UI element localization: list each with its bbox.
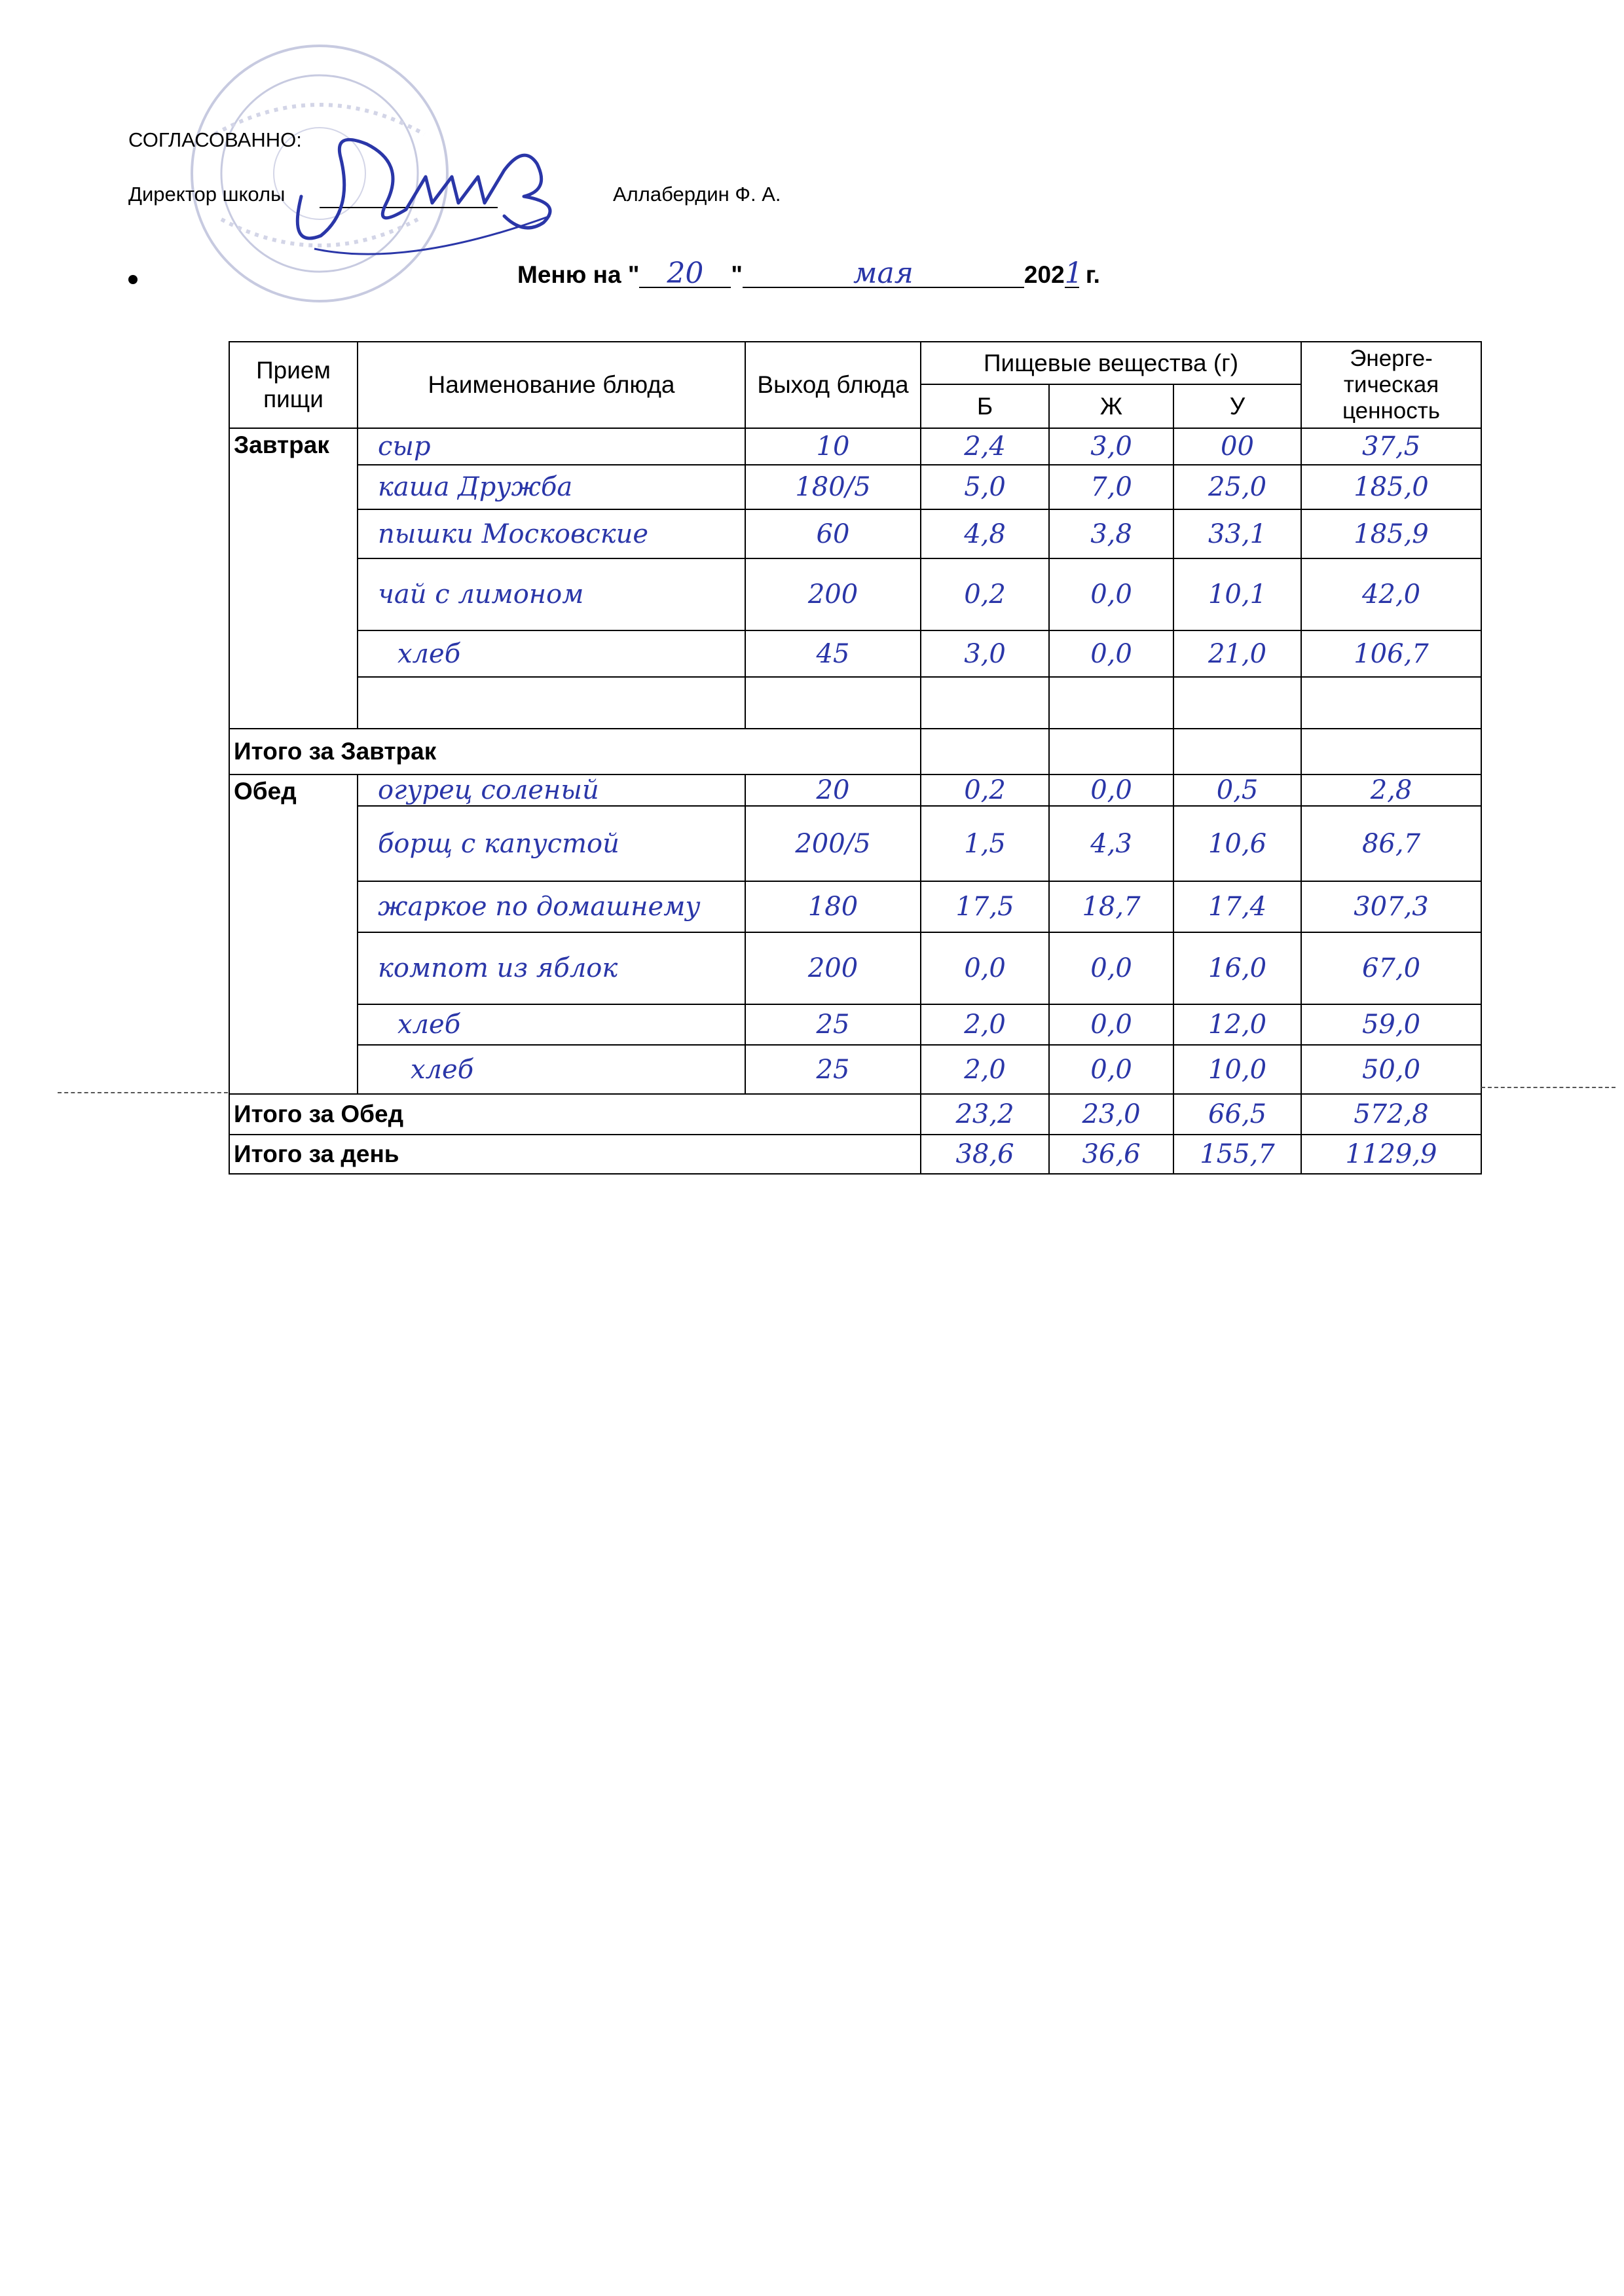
carbs-cell: 10,6 bbox=[1173, 806, 1301, 881]
fat-cell: 3,8 bbox=[1049, 509, 1173, 558]
dish-cell: пышки Московские bbox=[358, 509, 745, 558]
dish-cell: жаркое по домашнему bbox=[358, 881, 745, 932]
energy-cell: 2,8 bbox=[1301, 774, 1481, 806]
day-total-label: Итого за день bbox=[229, 1135, 921, 1174]
fat-cell: 23,0 bbox=[1049, 1094, 1173, 1135]
breakfast-total-row bbox=[229, 729, 1481, 774]
table-row bbox=[229, 1045, 1481, 1094]
carbs-cell: 25,0 bbox=[1173, 465, 1301, 509]
protein-cell: 4,8 bbox=[921, 509, 1049, 558]
dish-cell: борщ с капустой bbox=[358, 806, 745, 881]
yield-cell: 25 bbox=[745, 1045, 921, 1094]
yield-cell: 45 bbox=[745, 630, 921, 677]
menu-month: мая bbox=[743, 261, 1024, 288]
energy-cell: 106,7 bbox=[1301, 630, 1481, 677]
carbs-cell bbox=[1173, 677, 1301, 729]
table-row bbox=[229, 630, 1481, 677]
dish-cell bbox=[358, 677, 745, 729]
menu-mid: " bbox=[731, 261, 743, 288]
header-protein: Б bbox=[921, 384, 1049, 428]
energy-cell: 185,9 bbox=[1301, 509, 1481, 558]
protein-cell: 23,2 bbox=[921, 1094, 1049, 1135]
protein-cell: 2,0 bbox=[921, 1045, 1049, 1094]
carbs-cell: 12,0 bbox=[1173, 1004, 1301, 1045]
table-row bbox=[229, 677, 1481, 729]
yield-cell: 180/5 bbox=[745, 465, 921, 509]
header-meal: Прием пищи bbox=[229, 342, 358, 428]
energy-cell: 37,5 bbox=[1301, 428, 1481, 465]
energy-cell: 67,0 bbox=[1301, 932, 1481, 1004]
carbs-cell: 17,4 bbox=[1173, 881, 1301, 932]
menu-suffix: г. bbox=[1079, 261, 1100, 288]
fat-cell: 0,0 bbox=[1049, 774, 1173, 806]
table-row bbox=[229, 774, 1481, 806]
carbs-cell: 00 bbox=[1173, 428, 1301, 465]
carbs-cell: 66,5 bbox=[1173, 1094, 1301, 1135]
header-nutrients: Пищевые вещества (г) bbox=[921, 342, 1301, 384]
carbs-cell: 10,0 bbox=[1173, 1045, 1301, 1094]
table-row bbox=[229, 881, 1481, 932]
fat-cell: 4,3 bbox=[1049, 806, 1173, 881]
carbs-cell: 0,5 bbox=[1173, 774, 1301, 806]
yield-cell: 200 bbox=[745, 558, 921, 630]
fat-cell bbox=[1049, 729, 1173, 774]
energy-cell: 50,0 bbox=[1301, 1045, 1481, 1094]
fat-cell: 7,0 bbox=[1049, 465, 1173, 509]
fat-cell: 0,0 bbox=[1049, 558, 1173, 630]
menu-title bbox=[517, 257, 1100, 290]
director-signature bbox=[275, 118, 583, 275]
energy-cell: 86,7 bbox=[1301, 806, 1481, 881]
protein-cell bbox=[921, 729, 1049, 774]
fat-cell: 0,0 bbox=[1049, 1045, 1173, 1094]
yield-cell bbox=[745, 677, 921, 729]
dish-cell: чай с лимоном bbox=[358, 558, 745, 630]
carbs-cell bbox=[1173, 729, 1301, 774]
scan-line-left bbox=[58, 1092, 228, 1093]
header-energy: Энерге-тическая ценность bbox=[1301, 342, 1481, 428]
fat-cell bbox=[1049, 677, 1173, 729]
carbs-cell: 155,7 bbox=[1173, 1135, 1301, 1174]
dish-cell: хлеб bbox=[358, 630, 745, 677]
table-row bbox=[229, 509, 1481, 558]
menu-prefix: Меню на " bbox=[517, 261, 640, 288]
header-carbs: У bbox=[1173, 384, 1301, 428]
fat-cell: 0,0 bbox=[1049, 630, 1173, 677]
meal-lunch: Обед bbox=[229, 774, 358, 1094]
dish-cell: хлеб bbox=[358, 1045, 745, 1094]
menu-day: 20 bbox=[639, 261, 731, 288]
fat-cell: 0,0 bbox=[1049, 932, 1173, 1004]
energy-cell: 1129,9 bbox=[1301, 1135, 1481, 1174]
yield-cell: 25 bbox=[745, 1004, 921, 1045]
protein-cell: 3,0 bbox=[921, 630, 1049, 677]
yield-cell: 200 bbox=[745, 932, 921, 1004]
scan-line-right bbox=[1481, 1087, 1615, 1088]
lunch-total-label: Итого за Обед bbox=[229, 1094, 921, 1135]
protein-cell: 0,2 bbox=[921, 774, 1049, 806]
energy-cell: 59,0 bbox=[1301, 1004, 1481, 1045]
energy-cell bbox=[1301, 729, 1481, 774]
energy-cell: 572,8 bbox=[1301, 1094, 1481, 1135]
header-dish: Наименование блюда bbox=[358, 342, 745, 428]
dish-cell: компот из яблок bbox=[358, 932, 745, 1004]
bullet-mark bbox=[128, 275, 138, 284]
meal-breakfast: Завтрак bbox=[229, 428, 358, 729]
carbs-cell: 16,0 bbox=[1173, 932, 1301, 1004]
table-row bbox=[229, 1004, 1481, 1045]
yield-cell: 60 bbox=[745, 509, 921, 558]
protein-cell: 1,5 bbox=[921, 806, 1049, 881]
protein-cell: 2,4 bbox=[921, 428, 1049, 465]
yield-cell: 20 bbox=[745, 774, 921, 806]
protein-cell: 0,2 bbox=[921, 558, 1049, 630]
breakfast-total-label: Итого за Завтрак bbox=[229, 729, 921, 774]
header-fat: Ж bbox=[1049, 384, 1173, 428]
fat-cell: 36,6 bbox=[1049, 1135, 1173, 1174]
table-row bbox=[229, 465, 1481, 509]
dish-cell: хлеб bbox=[358, 1004, 745, 1045]
energy-cell: 185,0 bbox=[1301, 465, 1481, 509]
yield-cell: 10 bbox=[745, 428, 921, 465]
director-label: Директор школы bbox=[128, 183, 286, 206]
approved-label: СОГЛАСОВАННО: bbox=[128, 128, 302, 151]
fat-cell: 3,0 bbox=[1049, 428, 1173, 465]
menu-year-prefix: 202 bbox=[1024, 261, 1065, 288]
protein-cell: 2,0 bbox=[921, 1004, 1049, 1045]
energy-cell: 42,0 bbox=[1301, 558, 1481, 630]
table-row bbox=[229, 806, 1481, 881]
dish-cell: огурец соленый bbox=[358, 774, 745, 806]
header-yield: Выход блюда bbox=[745, 342, 921, 428]
menu-year-digit: 1 bbox=[1064, 257, 1083, 290]
table-row bbox=[229, 558, 1481, 630]
protein-cell: 5,0 bbox=[921, 465, 1049, 509]
table-row bbox=[229, 428, 1481, 465]
dish-cell: сыр bbox=[358, 428, 745, 465]
lunch-total-row bbox=[229, 1094, 1481, 1135]
energy-cell bbox=[1301, 677, 1481, 729]
protein-cell: 38,6 bbox=[921, 1135, 1049, 1174]
director-name: Аллабердин Ф. А. bbox=[613, 183, 781, 206]
protein-cell: 17,5 bbox=[921, 881, 1049, 932]
carbs-cell: 21,0 bbox=[1173, 630, 1301, 677]
dish-cell: каша Дружба bbox=[358, 465, 745, 509]
carbs-cell: 10,1 bbox=[1173, 558, 1301, 630]
day-total-row bbox=[229, 1135, 1481, 1174]
yield-cell: 180 bbox=[745, 881, 921, 932]
yield-cell: 200/5 bbox=[745, 806, 921, 881]
energy-cell: 307,3 bbox=[1301, 881, 1481, 932]
fat-cell: 0,0 bbox=[1049, 1004, 1173, 1045]
carbs-cell: 33,1 bbox=[1173, 509, 1301, 558]
table-row bbox=[229, 932, 1481, 1004]
fat-cell: 18,7 bbox=[1049, 881, 1173, 932]
protein-cell: 0,0 bbox=[921, 932, 1049, 1004]
menu-table bbox=[229, 341, 1482, 1175]
protein-cell bbox=[921, 677, 1049, 729]
